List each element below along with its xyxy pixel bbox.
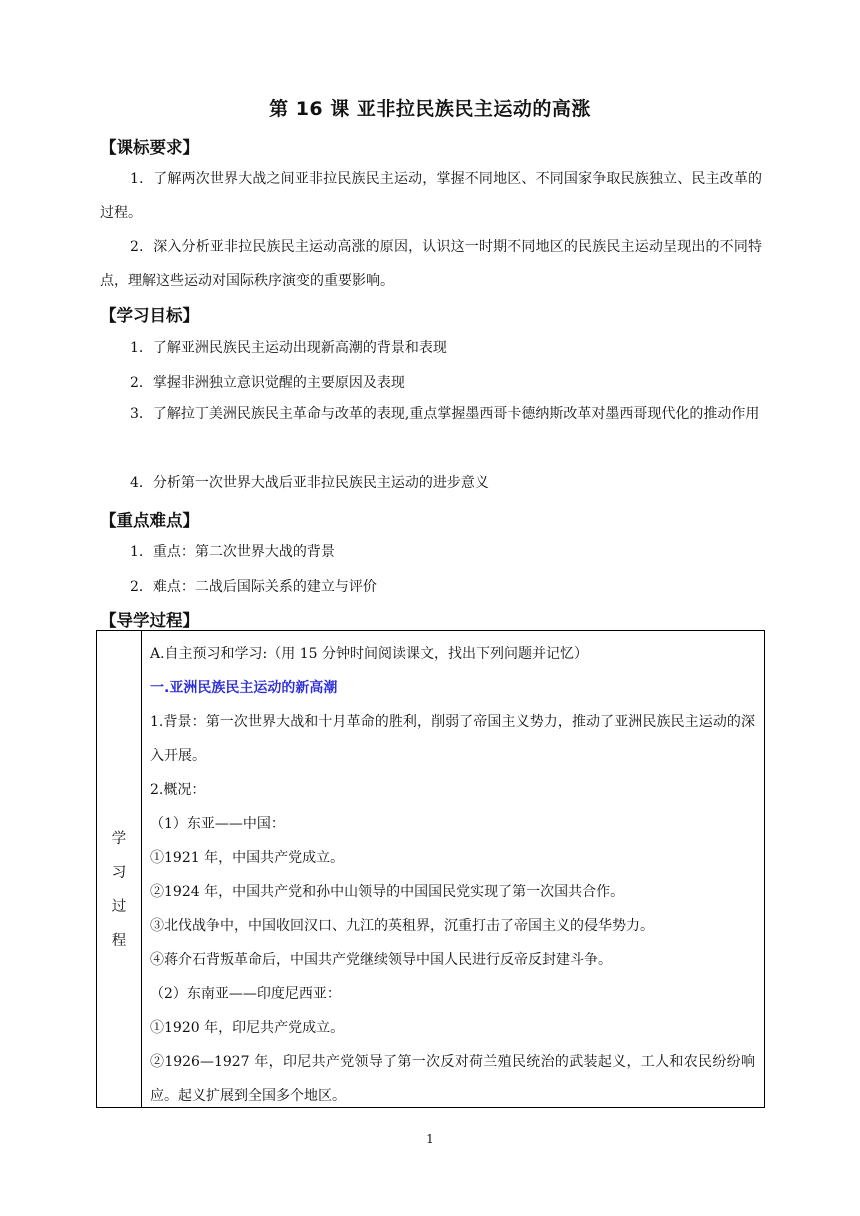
side-char: 程: [111, 933, 127, 949]
process-subheading: 一.亚洲民族民主运动的新高潮: [150, 680, 338, 696]
page-number: 1: [426, 1132, 434, 1146]
section-heading-objectives: 【学习目标】: [100, 306, 199, 325]
section-heading-process: 【导学过程】: [100, 611, 199, 630]
process-row: ②1926—1927 年，印尼共产党领导了第一次反对荷兰殖民统治的武装起义，工人和农民纷纷响应。起义扩展到全国多个地区。: [150, 1054, 755, 1104]
process-table: [96, 630, 765, 1108]
side-char: 学: [111, 831, 127, 847]
process-row: （2）东南亚——印度尼西亚：: [150, 986, 341, 1002]
curriculum-item-2: 2．深入分析亚非拉民族民主运动高涨的原因，认识这一时期不同地区的民族民主运动呈现出的不同特点，理解这些运动对国际秩序演变的重要影响。: [100, 239, 762, 289]
process-row: ①1921 年，中国共产党成立。: [150, 850, 345, 866]
objective-item-2: 2．掌握非洲独立意识觉醒的主要原因及表现: [130, 375, 405, 391]
process-row: ①1920 年，印尼共产党成立。: [150, 1020, 345, 1036]
curriculum-item-1: 1．了解两次世界大战之间亚非拉民族民主运动，掌握不同地区、不同国家争取民族独立、民主改革的过程。: [100, 171, 762, 221]
objective-item-1: 1．了解亚洲民族民主运动出现新高潮的背景和表现: [130, 340, 447, 356]
objective-item-4: 4．分析第一次世界大战后亚非拉民族民主运动的进步意义: [130, 475, 489, 491]
process-row: ②1924 年，中国共产党和孙中山领导的中国国民党实现了第一次国共合作。: [150, 884, 625, 900]
side-char: 习: [111, 865, 127, 881]
side-char: 过: [111, 899, 127, 915]
keypoint-item-2: 2．难点：二战后国际关系的建立与评价: [130, 579, 377, 595]
section-heading-curriculum: 【课标要求】: [100, 138, 199, 157]
document-title: 第 16 课 亚非拉民族民主运动的高涨: [269, 98, 591, 120]
process-row: （1）东亚——中国：: [150, 816, 285, 832]
objective-item-3: 3．了解拉丁美洲民族民主革命与改革的表现,重点掌握墨西哥卡德纳斯改革对墨西哥现代化的推动作用: [130, 406, 760, 422]
keypoint-item-1: 1．重点：第二次世界大战的背景: [130, 544, 335, 560]
process-row: 2.概况：: [150, 782, 206, 798]
table-divider: [141, 631, 142, 1107]
process-row: ④蒋介石背叛革命后，中国共产党继续领导中国人民进行反帝反封建斗争。: [150, 952, 612, 968]
section-heading-keypoints: 【重点难点】: [100, 511, 199, 530]
process-content: [150, 637, 755, 1113]
process-row: ③北伐战争中，中国收回汉口、九江的英租界，沉重打击了帝国主义的侵华势力。: [150, 918, 654, 934]
process-row: 1.背景：第一次世界大战和十月革命的胜利，削弱了帝国主义势力，推动了亚洲民族民主运动的深入开展。: [150, 714, 755, 764]
process-row: A.自主预习和学习:（用 15 分钟时间阅读课文，找出下列问题并记忆）: [150, 646, 588, 662]
process-side-label: [97, 631, 141, 1107]
